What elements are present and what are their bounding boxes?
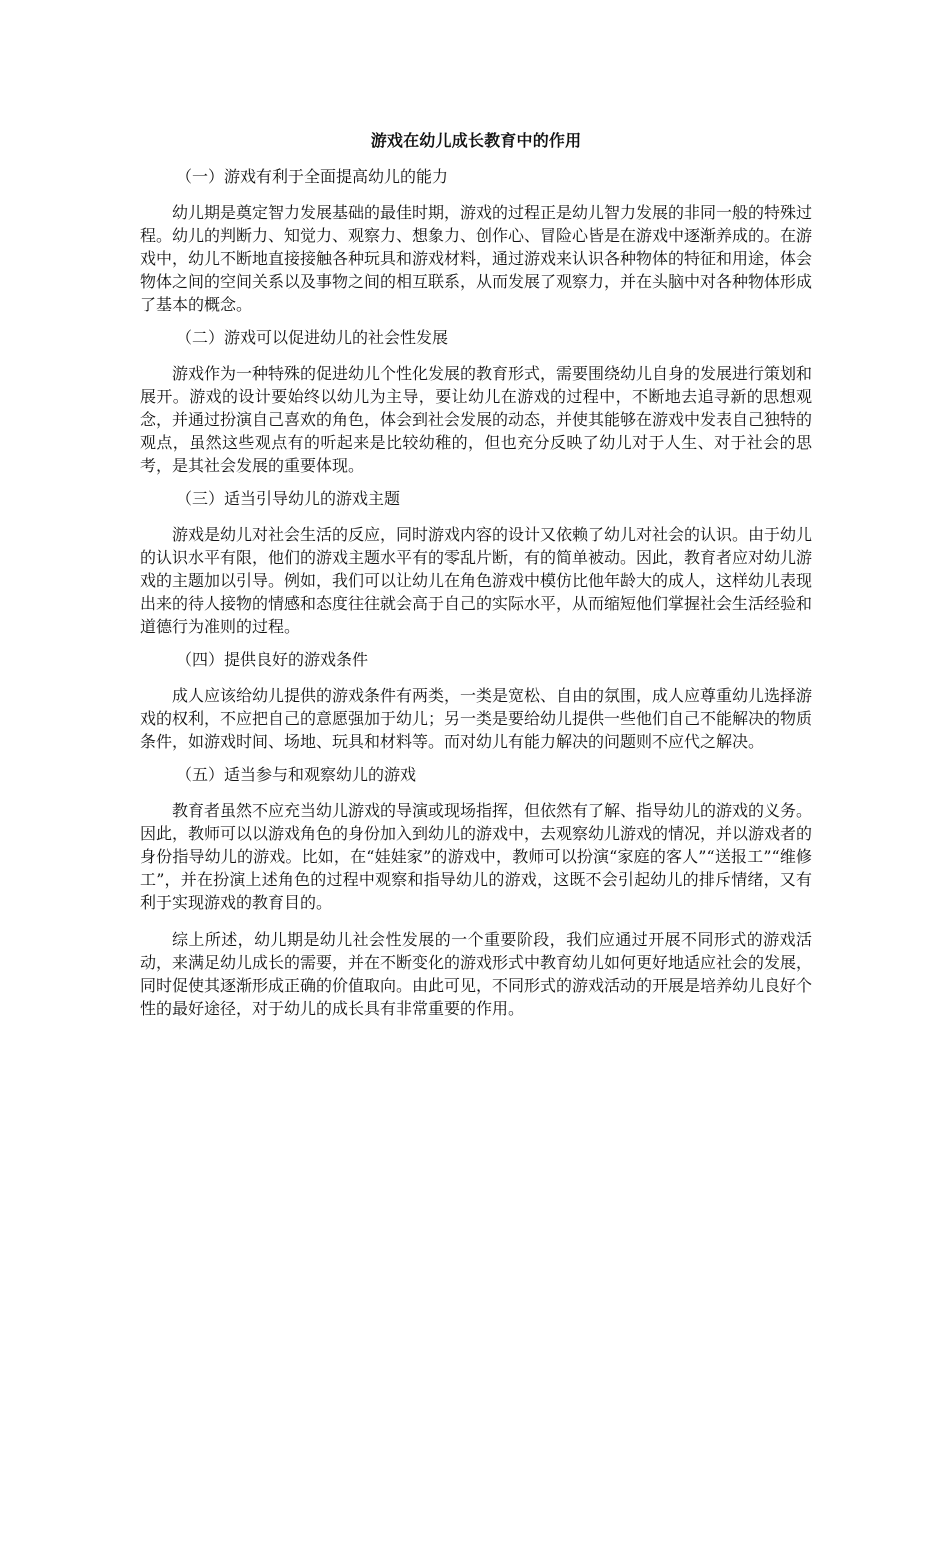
- section-heading-5: （五）适当参与和观察幼儿的游戏: [176, 765, 417, 784]
- section-heading-4: （四）提供良好的游戏条件: [176, 650, 369, 669]
- section-paragraph-4: 成人应该给幼儿提供的游戏条件有两类，一类是宽松、自由的氛围，成人应尊重幼儿选择游戏的权利，不应把自己的意愿强加于幼儿；另一类是要给幼儿提供一些他们自己不能解决的物质条件，如游戏时间、场地、玩具和材料等。而对幼儿有能力解决的问题则不应代之解决。: [140, 686, 813, 751]
- section-heading-2: （二）游戏可以促进幼儿的社会性发展: [176, 328, 449, 347]
- section-heading-3: （三）适当引导幼儿的游戏主题: [176, 489, 401, 508]
- section-paragraph-2: 游戏作为一种特殊的促进幼儿个性化发展的教育形式，需要围绕幼儿自身的发展进行策划和展开。游戏的设计要始终以幼儿为主导，要让幼儿在游戏的过程中，不断地去追寻新的思想观念，并通过扮演自己喜欢的角色，体会到社会发展的动态，并使其能够在游戏中发表自己独特的观点，虽然这些观点有的听起来是比较幼稚的，但也充分反映了幼儿对于人生、对于社会的思考，是其社会发展的重要体现。: [140, 364, 813, 475]
- document-title: 游戏在幼儿成长教育中的作用: [370, 131, 582, 150]
- conclusion-paragraph: 综上所述，幼儿期是幼儿社会性发展的一个重要阶段，我们应通过开展不同形式的游戏活动，来满足幼儿成长的需要，并在不断变化的游戏形式中教育幼儿如何更好地适应社会的发展，同时促使其逐渐形成正确的价值取向。由此可见，不同形式的游戏活动的开展是培养幼儿良好个性的最好途径，对于幼儿的成长具有非常重要的作用。: [140, 930, 813, 1018]
- section-heading-1: （一）游戏有利于全面提高幼儿的能力: [176, 167, 449, 186]
- section-paragraph-5: 教育者虽然不应充当幼儿游戏的导演或现场指挥，但依然有了解、指导幼儿的游戏的义务。因此，教师可以以游戏角色的身份加入到幼儿的游戏中，去观察幼儿游戏的情况，并以游戏者的身份指导幼儿的游戏。比如，在“娃娃家”的游戏中，教师可以扮演“家庭的客人”“送报工”“维修工”，并在扮演上述角色的过程中观察和指导幼儿的游戏，这既不会引起幼儿的排斥情绪，又有利于实现游戏的教育目的。: [140, 801, 813, 912]
- document-body: [140, 127, 812, 1020]
- section-paragraph-3: 游戏是幼儿对社会生活的反应，同时游戏内容的设计又依赖了幼儿对社会的认识。由于幼儿的认识水平有限，他们的游戏主题水平有的零乱片断，有的简单被动。因此，教育者应对幼儿游戏的主题加以引导。例如，我们可以让幼儿在角色游戏中模仿比他年龄大的成人，这样幼儿表现出来的待人接物的情感和态度往往就会高于自己的实际水平，从而缩短他们掌握社会生活经验和道德行为准则的过程。: [140, 525, 813, 636]
- section-paragraph-1: 幼儿期是奠定智力发展基础的最佳时期，游戏的过程正是幼儿智力发展的非同一般的特殊过程。幼儿的判断力、知觉力、观察力、想象力、创作心、冒险心皆是在游戏中逐渐养成的。在游戏中，幼儿不断地直接接触各种玩具和游戏材料，通过游戏来认识各种物体的特征和用途，体会物体之间的空间关系以及事物之间的相互联系，从而发展了观察力，并在头脑中对各种物体形成了基本的概念。: [140, 203, 813, 314]
